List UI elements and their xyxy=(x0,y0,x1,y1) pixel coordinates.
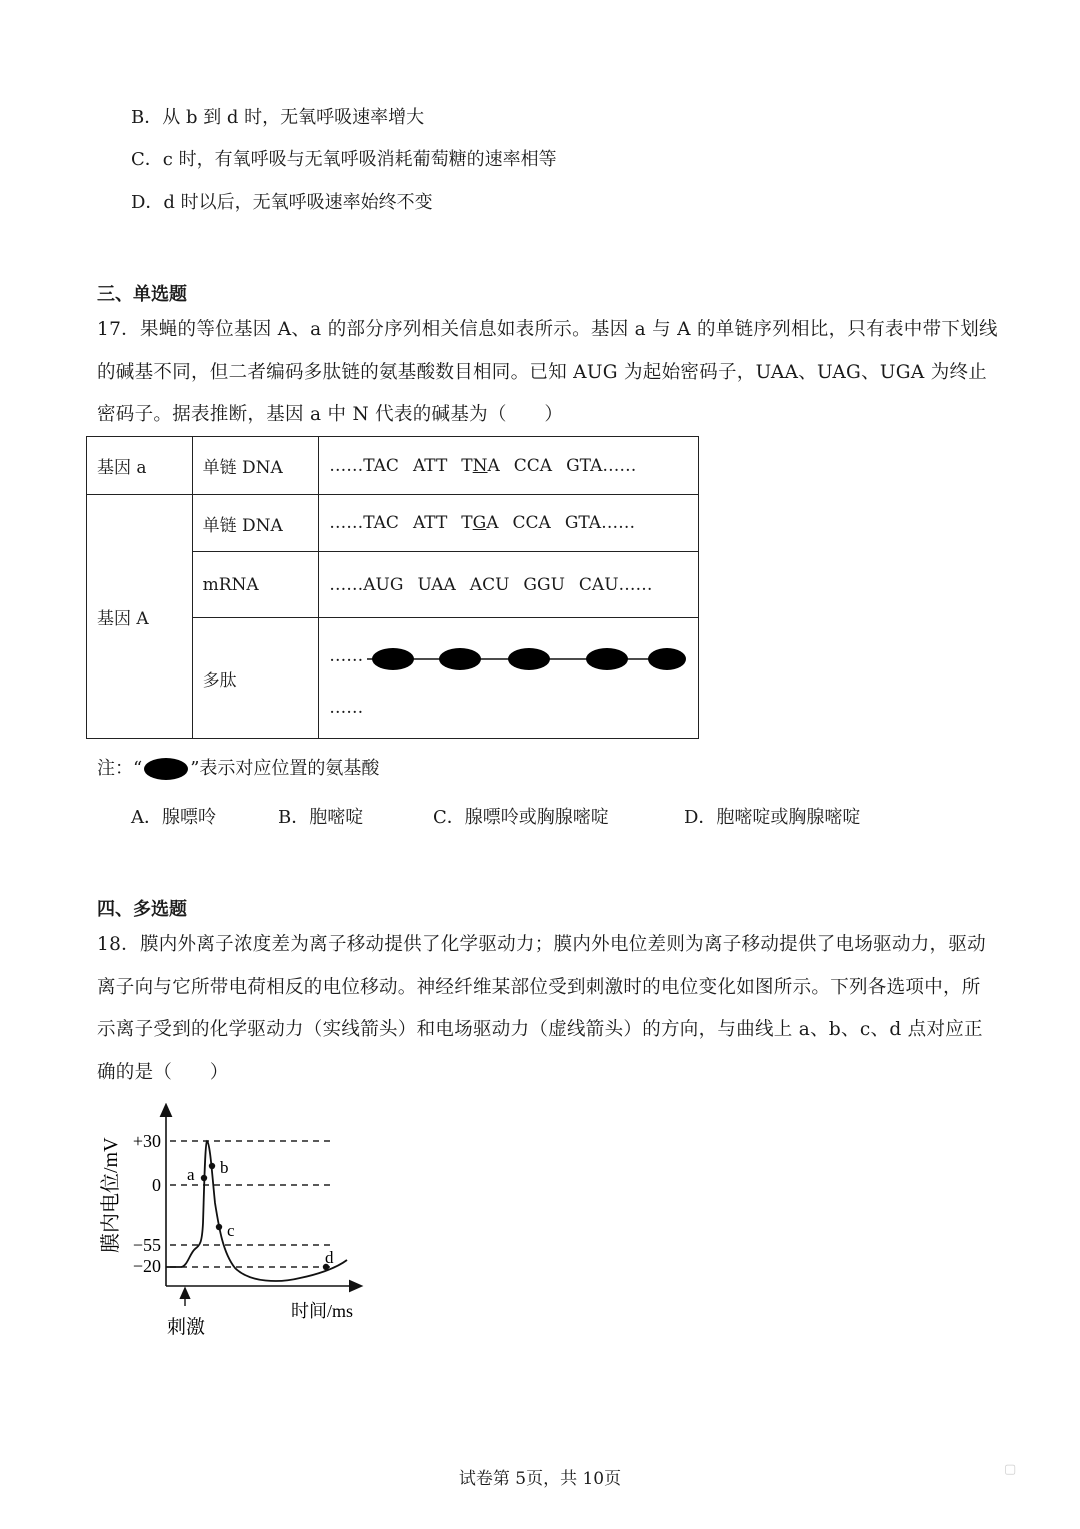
amino-acid-4 xyxy=(586,648,628,670)
x-axis-label: 时间/ms xyxy=(291,1301,354,1321)
q16-option-d: D．d 时以后，无氧呼吸速率始终不变 xyxy=(131,192,433,213)
ytick-minus55: −55 xyxy=(132,1235,161,1255)
gene-sequence-table xyxy=(86,436,699,739)
gene-A-dna-sequence: ……TAC ATT TGA CCA GTA…… xyxy=(319,495,699,552)
q17-option-a: A．腺嘌呤 xyxy=(131,807,216,828)
amino-acid-2 xyxy=(439,648,481,670)
amino-acid-5 xyxy=(648,648,686,670)
q17-option-d: D．胞嘧啶或胸腺嘧啶 xyxy=(684,807,861,828)
q18-stem-line-1: 18．膜内外离子浓度差为离子移动提供了化学驱动力；膜内外电位差则为离子移动提供了电场驱动力，驱动 xyxy=(97,934,986,955)
underlined-base-n: N xyxy=(472,455,488,476)
action-potential-chart xyxy=(95,1103,375,1348)
q16-option-c: C．c 时，有氧呼吸与无氧呼吸消耗葡萄糖的速率相等 xyxy=(131,149,557,170)
peptide-chain-diagram xyxy=(319,636,697,696)
y-axis-label: 膜内电位/mV xyxy=(100,1137,122,1253)
q18-stem-line-2: 离子向与它所带电荷相反的电位移动。神经纤维某部位受到刺激时的电位变化如图所示。下列各选项中，所 xyxy=(97,977,981,998)
gene-A-label: 基因 A xyxy=(87,495,193,739)
q17-stem-line-2: 的碱基不同，但二者编码多肽链的氨基酸数目相同。已知 AUG 为起始密码子，UAA、UAG、UGA 为终止 xyxy=(97,362,988,383)
table-row-gene-A-dna xyxy=(87,495,699,552)
peptide-ellipsis-top: …… xyxy=(329,646,364,666)
peptide-label: 多肽 xyxy=(192,618,319,739)
stimulus-label: 刺激 xyxy=(167,1317,206,1338)
section-title-multiple-choice: 四、多选题 xyxy=(97,899,187,920)
peptide-ellipsis-bottom: …… xyxy=(329,698,364,718)
label-c: c xyxy=(227,1221,235,1240)
peptide-diagram-cell xyxy=(319,618,699,739)
q17-stem-line-1: 17．果蝇的等位基因 A、a 的部分序列相关信息如表所示。基因 a 与 A 的单链序列相比，只有表中带下划线 xyxy=(97,319,998,340)
q18-stem-line-3: 示离子受到的化学驱动力（实线箭头）和电场驱动力（虚线箭头）的方向，与曲线上 a、b、c、d 点对应正 xyxy=(97,1019,983,1040)
gene-A-mrna-sequence: ……AUG UAA ACU GGU CAU…… xyxy=(319,552,699,618)
ytick-minus20: −20 xyxy=(132,1256,161,1276)
label-d: d xyxy=(325,1248,334,1267)
section-title-single-choice: 三、单选题 xyxy=(97,284,187,305)
q17-option-c: C．腺嘌呤或胸腺嘧啶 xyxy=(433,807,609,828)
underlined-base-g: G xyxy=(472,513,487,533)
ssdna-label: 单链 DNA xyxy=(192,495,319,552)
action-potential-curve xyxy=(166,1141,347,1281)
q17-option-b: B．胞嘧啶 xyxy=(278,807,364,828)
amino-acid-1 xyxy=(372,648,414,670)
point-a xyxy=(201,1175,207,1181)
gene-a-label: 基因 a xyxy=(87,437,193,495)
label-a: a xyxy=(187,1165,195,1184)
ytick-plus30: +30 xyxy=(132,1131,161,1151)
table-note: 注：“ ”表示对应位置的氨基酸 xyxy=(97,758,380,779)
q16-option-b: B．从 b 到 d 时，无氧呼吸速率增大 xyxy=(131,107,425,128)
ytick-0: 0 xyxy=(152,1175,161,1195)
watermark-logo: ▢ xyxy=(1004,1462,1017,1477)
q18-stem-line-4: 确的是（ ） xyxy=(97,1062,229,1083)
page-footer: 试卷第 5页，共 10页 xyxy=(458,1469,622,1489)
amino-acid-3 xyxy=(508,648,550,670)
point-c xyxy=(216,1224,222,1230)
q17-stem-line-3: 密码子。据表推断，基因 a 中 N 代表的碱基为（ ） xyxy=(97,404,564,425)
label-b: b xyxy=(220,1158,229,1177)
table-row-gene-a xyxy=(87,437,699,495)
amino-acid-symbol xyxy=(144,758,188,780)
gene-a-sequence: ……TAC ATT TNA CCA GTA…… xyxy=(319,437,699,495)
point-b xyxy=(209,1163,215,1169)
mrna-label: mRNA xyxy=(192,552,319,618)
ssdna-label: 单链 DNA xyxy=(192,437,319,495)
